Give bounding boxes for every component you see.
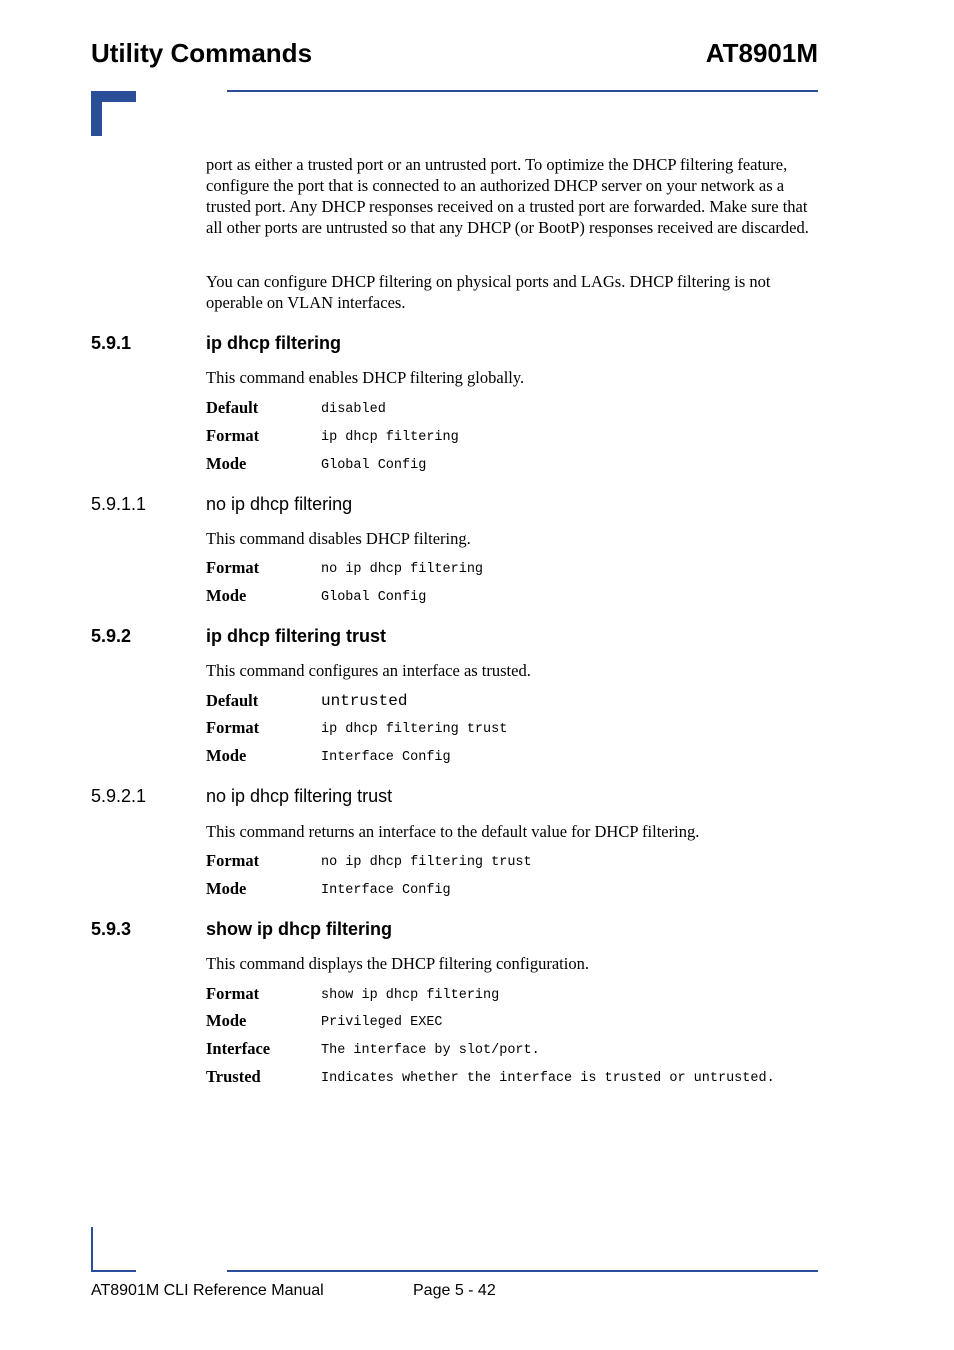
field-value: Global Config	[321, 590, 427, 605]
field-label: Mode	[206, 879, 247, 898]
field-value: no ip dhcp filtering trust	[321, 855, 532, 870]
field-label: Mode	[206, 454, 247, 473]
field-value: Interface Config	[321, 883, 451, 898]
subsection-title: no ip dhcp filtering	[206, 494, 353, 514]
field-label: Default	[206, 691, 259, 710]
section-description: This command enables DHCP filtering globally.	[206, 368, 525, 387]
footer-manual-title: AT8901M CLI Reference Manual	[91, 1282, 324, 1299]
field-value: ip dhcp filtering	[321, 430, 459, 445]
section-number: 5.9.2	[91, 626, 132, 646]
field-value: show ip dhcp filtering	[321, 988, 500, 1003]
section-description: This command disables DHCP filtering.	[206, 529, 471, 548]
subsection-number: 5.9.1.1	[91, 494, 147, 514]
footer-corner-bottom	[91, 1270, 136, 1272]
product-title: AT8901M	[705, 38, 818, 68]
section-description: This command configures an interface as trusted.	[206, 661, 531, 680]
field-label: Mode	[206, 746, 247, 765]
section-description: This command displays the DHCP filtering configuration.	[206, 954, 589, 973]
field-value: untrusted	[321, 692, 408, 710]
field-label: Trusted	[206, 1067, 261, 1086]
field-value: Interface Config	[321, 750, 451, 765]
footer-page-number: Page 5 - 42	[413, 1282, 496, 1299]
field-label: Format	[206, 984, 260, 1003]
field-value: ip dhcp filtering trust	[321, 722, 508, 737]
field-value: no ip dhcp filtering	[321, 562, 484, 577]
chapter-title: Utility Commands	[91, 38, 313, 68]
section-title: show ip dhcp filtering	[206, 919, 392, 939]
section-number: 5.9.1	[91, 333, 132, 353]
field-value: Privileged EXEC	[321, 1015, 443, 1030]
section-description: This command returns an interface to the default value for DHCP filtering.	[206, 822, 700, 841]
field-value: disabled	[321, 402, 386, 417]
field-label: Format	[206, 851, 260, 870]
field-label: Default	[206, 398, 259, 417]
field-label: Format	[206, 718, 260, 737]
intro-paragraph-2: You can configure DHCP filtering on physical ports and LAGs. DHCP filtering is not operable on VLAN interfaces.	[206, 272, 771, 312]
footer-rule	[227, 1270, 818, 1272]
footer-corner-left	[91, 1227, 93, 1272]
intro-paragraph-1: port as either a trusted port or an untrusted port. To optimize the DHCP filtering feature, configure the port that is connected to an authorized DHCP server on your network as a trusted port. Any DHCP responses received on a trusted port are forwarded. Make sure that all other ports are untrusted so that any DHCP (or BootP) responses received are discarded.	[206, 155, 809, 237]
field-value: Global Config	[321, 458, 427, 473]
field-label: Format	[206, 558, 260, 577]
field-value: Indicates whether the interface is trusted or untrusted.	[321, 1071, 775, 1086]
field-label: Format	[206, 426, 260, 445]
field-value: The interface by slot/port.	[321, 1043, 540, 1058]
subsection-number: 5.9.2.1	[91, 786, 147, 806]
section-title: ip dhcp filtering trust	[206, 626, 386, 646]
section-title: ip dhcp filtering	[206, 333, 341, 353]
field-label: Interface	[206, 1039, 271, 1058]
field-label: Mode	[206, 586, 247, 605]
section-number: 5.9.3	[91, 919, 132, 939]
header-corner-left	[91, 91, 102, 136]
header-rule	[227, 90, 818, 92]
field-label: Mode	[206, 1011, 247, 1030]
subsection-title: no ip dhcp filtering trust	[206, 786, 393, 806]
